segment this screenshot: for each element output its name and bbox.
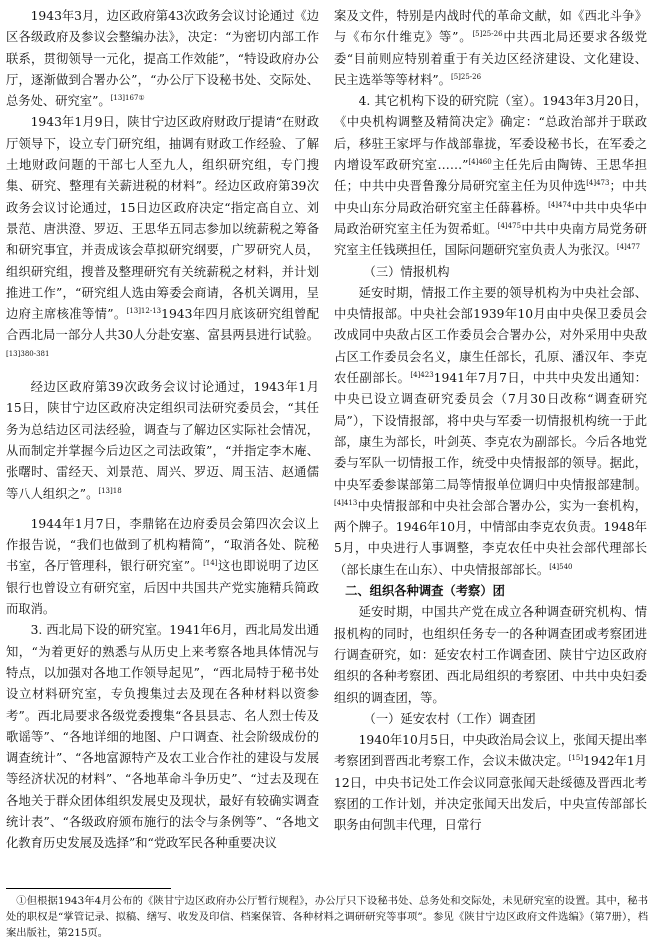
section-heading: 二、组织各种调查（考察）团 — [345, 584, 505, 599]
text: 案及文件，特别是内战时代的革命文献，如《西北斗争》与《布尔什维克》等”。 — [334, 9, 647, 45]
subsection-heading: （三）情报机构 — [363, 264, 450, 279]
text: 1943年1月9日，陕甘宁边区政府财政厅提请“在财政厅领导下，设立专门研究组，抽调有财政工作经验、了解土地财政问题的干部七人至九人，组织研究组，专门搜集、研究、整理有关薪进税的材料”。经边区政府第39次政务会议讨论通过，15日边区政府决定“指定高自立、刘景范、唐洪澄、罗迈、王思华五同志参加以统薪税之筹备和研究事宜，并责成该会草拟研究纲要，广罗研究人员，组织研究组，搜普及整理研究有关统薪税之材料，并计划推进工作”，“研究组人选由筹委会商请，各机关调用，呈边府主席核准等情”。 — [6, 115, 319, 322]
citation: [4]413 — [334, 498, 358, 507]
citation: [13]18 — [98, 486, 122, 495]
paragraph — [6, 6, 319, 112]
text: 3. 西北局下设的研究室。1941年6月，西北局发出通知，“为着更好的熟悉与从历史上来考察各地具体情况与特点，以加强对各地工作领导起见”，“西北局特于秘书处设立材料研究室，专负搜集过去及现在各种材料以资参考”。西北局要求各级党委搜集“各县县志、名人烈士传及歌谣等”、“各地详细的地图、户口调查、社会阶级成份的调查统计”、“各地富源特产及农工业合作社的建设与发展等经济状况的材料”、“各地革命斗争历史”、“过去及现在各地关于群众团体组织发展史及现状，最好有较确实调查统计表”、“各级政府颁布施行的法令与条例等”、“各地文化教育历史发展及选择”和“党政军民各种重要决议 — [6, 623, 319, 851]
footnote — [6, 893, 648, 941]
text: 1944年1月7日，李鼎铭在边府委员会第四次会议上作报告说，“我们也做到了机构精简”，“取消各处、院秘书室，各厅管理科，银行研究室”。 — [6, 516, 319, 574]
text: 这也即说明了边区银行也曾设立有研究室，后因中共国共产党实施精兵简政而取消。 — [6, 559, 319, 617]
citation: [13]380-381 — [6, 349, 50, 358]
citation: [13]167① — [110, 94, 145, 103]
text: 1943年3月，边区政府第43次政务会议讨论通过《边区各级政府及参议会整编办法》，决定：“为密切内部工作联系，贯彻领导一元化，提高工作效能”，“特设政府办公厅，逐渐做到合署办公”，“办公厅下设秘书处、交际处、总务处、研究室”。 — [6, 9, 320, 109]
citation: [4]473 — [586, 179, 610, 188]
paragraph — [334, 730, 647, 836]
citation: [4]474 — [548, 200, 572, 209]
citation: [5]25-26 — [450, 72, 482, 81]
text: 中共西北局还要求各级党委“目前则应特别着重于有关边区经济建设、文化建设、民主选举等等材料”。 — [334, 30, 647, 87]
citation: [13]12-13 — [126, 307, 162, 316]
paragraph — [6, 620, 319, 854]
citation: [4]475 — [497, 221, 522, 230]
citation: [4]423 — [410, 370, 434, 379]
text: 延安时期，中国共产党在成立各种调查研究机构、情报机构的同时，也组织任务专一的各种调查团或考察团进行调查研究，如：延安农村工作调查团、陕甘宁边区政府组织的各种考察团、西北局组织的考察团、中共中央妇委组织的调查团，等。 — [334, 605, 647, 705]
paragraph — [334, 602, 647, 708]
subsection-heading: （一）延安农村（工作）调查团 — [363, 711, 536, 726]
text: 1942年1月12日，中央书记处工作会议同意张闻天赴绥德及晋西北考察团的工作计划，并决定张闻天出发后，中央宣传部部长职务由何凯丰代理，日常行 — [334, 754, 647, 833]
right-column — [334, 6, 647, 837]
text: 主任先后由陶铸、王思华担任；中共中央晋鲁豫分局研究室主任为贝仲选 — [334, 158, 647, 194]
citation: [4]540 — [549, 562, 573, 571]
paragraph — [334, 91, 647, 261]
citation: [14] — [203, 559, 218, 568]
text: 中央情报部和中央社会部合署办公，实为一套机构，两个牌子。1946年10月，中情部由李克农负责。1948年5月，中央进行人事调整，李克农任中央社会部代理部长（部长康生在山东）、中央情报部部长。 — [334, 498, 647, 577]
text: 延安时期，情报工作主要的领导机构为中央社会部、中央情报部。中央社会部1939年10月由中央保卫委员会改成同中央敌占区工作委员会合署办公，对外采用中央敌占区工作委员会名义，康生任部长，孔原、潘汉年、李克农任副部长。 — [334, 285, 647, 386]
text: 经边区政府第39次政务会议讨论通过，1943年1月15日，陕甘宁边区政府决定组织司法研究委员会，“其任务为总结边区司法经验，调查与了解边区实际社会情况，从而制定并掌握今后边区之司法政策”，“并指定李木庵、张曙时、雷经天、刘景范、周兴、罗迈、周玉洁、赵通儒等八人组织之”。 — [6, 380, 319, 501]
paragraph — [6, 514, 319, 620]
paragraph — [334, 6, 647, 91]
paragraph — [6, 112, 319, 368]
text: 1941年7月7日，中共中央发出通知：中央已设立调查研究委员会（7月30日改称“调查研究局”），下设情报部，将中央与军委一切情报机构统一于此部，康生为部长，叶剑英、李克农为副部长。今后各地党委与军队一切情报工作，统受中央情报部的领导。据此，中央军委参谋部第二局等情报单位调归中央情报部建制。 — [334, 371, 647, 492]
text: 中共中央华中局政治研究室主任为贺希虹。 — [334, 200, 647, 236]
text: 4. 其它机构下设的研究院（室）。1943年3月20日，《中央机构调整及精简决定》确定：“总政治部并于联政后，移驻王家坪与作战部靠拢，军委设秘书长，在军委之内增设军政研究室……” — [334, 94, 647, 173]
paragraph — [334, 283, 647, 581]
citation: [4]477 — [616, 243, 641, 252]
text: 1943年四月底该研究组曾配合西北局一部分人共30人分赴安塞、富县两县进行试验。 — [6, 307, 319, 343]
paragraph — [6, 377, 319, 505]
citation: [15] — [568, 754, 584, 763]
footnote-divider — [6, 888, 171, 889]
footnote-text: ①但根据1943年4月公布的《陕甘宁边区政府办公厅暂行规程》，办公厅只下设秘书处、总务处和交际处，未见研究室的设置。其中，秘书处的职权是“掌管记录、拟稿、缮写、收发及印信、档案保管、各种材料之调研研究等事项”。参见《陕甘宁边区政府文件选编》（第7册），档案出版社，第215页。 — [6, 895, 648, 939]
citation: [5]25-26 — [472, 30, 503, 39]
left-column — [6, 6, 319, 855]
text: 1940年10月5日，中央政治局会议上，张闻天提出率考察团到晋西北考察工作，会议未做决定。 — [334, 733, 648, 769]
citation: [4]460 — [468, 157, 492, 166]
text: 中共中央南方局党务研究室主任钱瑛担任，国际问题研究室负责人为张汉。 — [334, 221, 647, 258]
text: ；中共中央山东分局政治研究室主任薛暮桥。 — [334, 179, 647, 215]
